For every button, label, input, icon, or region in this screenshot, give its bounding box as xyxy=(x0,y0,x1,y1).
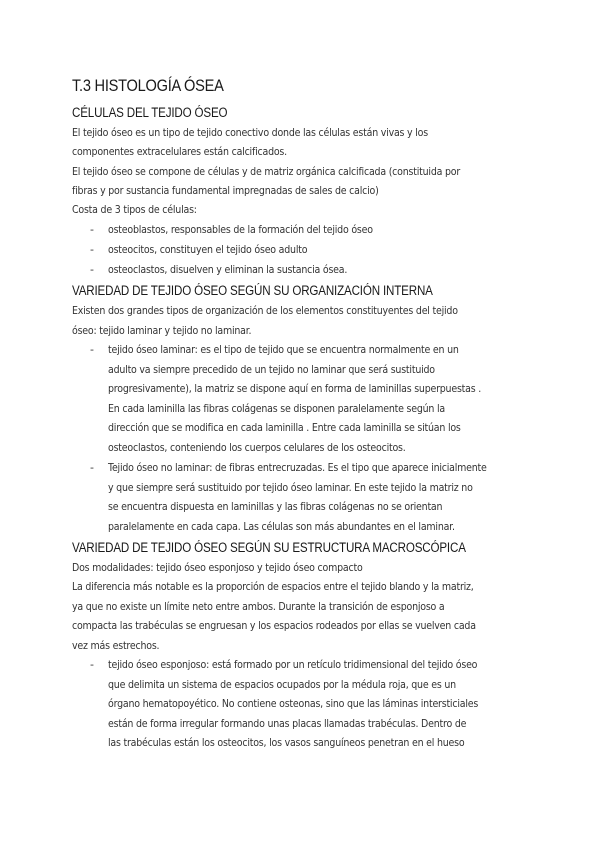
paragraph-line: óseo: tejido laminar y tejido no laminar. xyxy=(72,324,252,337)
list-item-line: Tejido óseo no laminar: de fibras entrecruzadas. Es el tipo que aparece inicialmente xyxy=(108,461,487,474)
paragraph-line: La diferencia más notable es la proporción de espacios entre el tejido blando y la matriz, xyxy=(72,580,474,593)
bullet-marker: - xyxy=(90,223,94,236)
paragraph-line: ya que no existe un límite neto entre ambos. Durante la transición de esponjoso a xyxy=(72,600,445,613)
paragraph-line: vez más estrechos. xyxy=(72,639,160,652)
page-title: T.3 HISTOLOGÍA ÓSEA xyxy=(72,76,224,95)
section-heading-cells: CÉLULAS DEL TEJIDO ÓSEO xyxy=(72,105,228,120)
section-heading-internal: VARIEDAD DE TEJIDO ÓSEO SEGÚN SU ORGANIZACIÓN INTERNA xyxy=(72,283,433,298)
list-item-line: osteoclastos, conteniendo los cuerpos celulares de los osteocitos. xyxy=(108,441,406,454)
paragraph-line: Existen dos grandes tipos de organización de los elementos constituyentes del tejido xyxy=(72,304,458,317)
list-item: osteoblastos, responsables de la formación del tejido óseo xyxy=(108,223,373,236)
list-item-line: que delimita un sistema de espacios ocupados por la médula roja, que es un xyxy=(108,678,456,691)
list-item-line: tejido óseo esponjoso: está formado por un retículo tridimensional del tejido óseo xyxy=(108,658,478,671)
paragraph-line: compacta las trabéculas se engruesan y los espacios rodeados por ellas se vuelven cada xyxy=(72,619,476,632)
list-item: osteoclastos, disuelven y eliminan la sustancia ósea. xyxy=(108,263,348,276)
list-item-line: dirección que se modifica en cada laminilla . Entre cada laminilla se sitúan los xyxy=(108,421,461,434)
list-item-line: órgano hematopoyético. No contiene osteonas, sino que las láminas intersticiales xyxy=(108,697,479,710)
section-heading-macro: VARIEDAD DE TEJIDO ÓSEO SEGÚN SU ESTRUCTURA MACROSCÓPICA xyxy=(72,540,466,555)
paragraph-line: Costa de 3 tipos de células: xyxy=(72,203,197,216)
list-item-line: se encuentra dispuesta en laminillas y las fibras colágenas no se orientan xyxy=(108,500,443,513)
paragraph-line: El tejido óseo se compone de células y de matriz orgánica calcificada (constituida por xyxy=(72,165,461,178)
list-item-line: progresivamente), la matriz se dispone aquí en forma de laminillas superpuestas . xyxy=(108,382,482,395)
bullet-marker: - xyxy=(90,658,94,671)
list-item-line: las trabéculas están los osteocitos, los vasos sanguíneos penetran en el hueso xyxy=(108,736,465,749)
paragraph-line: componentes extracelulares están calcificados. xyxy=(72,145,287,158)
list-item-line: tejido óseo laminar: es el tipo de tejido que se encuentra normalmente en un xyxy=(108,343,459,356)
bullet-marker: - xyxy=(90,243,94,256)
list-item-line: paralelamente en cada capa. Las células son más abundantes en el laminar. xyxy=(108,520,455,533)
list-item-line: En cada laminilla las fibras colágenas se disponen paralelamente según la xyxy=(108,402,445,415)
list-item-line: y que siempre será sustituido por tejido óseo laminar. En este tejido la matriz no xyxy=(108,481,473,494)
list-item: osteocitos, constituyen el tejido óseo adulto xyxy=(108,243,308,256)
paragraph-line: El tejido óseo es un tipo de tejido conectivo donde las células están vivas y los xyxy=(72,126,428,139)
bullet-marker: - xyxy=(90,343,94,356)
paragraph-line: fibras y por sustancia fundamental impregnadas de sales de calcio) xyxy=(72,184,379,197)
bullet-marker: - xyxy=(90,263,94,276)
bullet-marker: - xyxy=(90,461,94,474)
paragraph-line: Dos modalidades: tejido óseo esponjoso y tejido óseo compacto xyxy=(72,561,363,574)
list-item-line: están de forma irregular formando unas placas llamadas trabéculas. Dentro de xyxy=(108,717,467,730)
list-item-line: adulto va siempre precedido de un tejido no laminar que será sustituido xyxy=(108,363,435,376)
